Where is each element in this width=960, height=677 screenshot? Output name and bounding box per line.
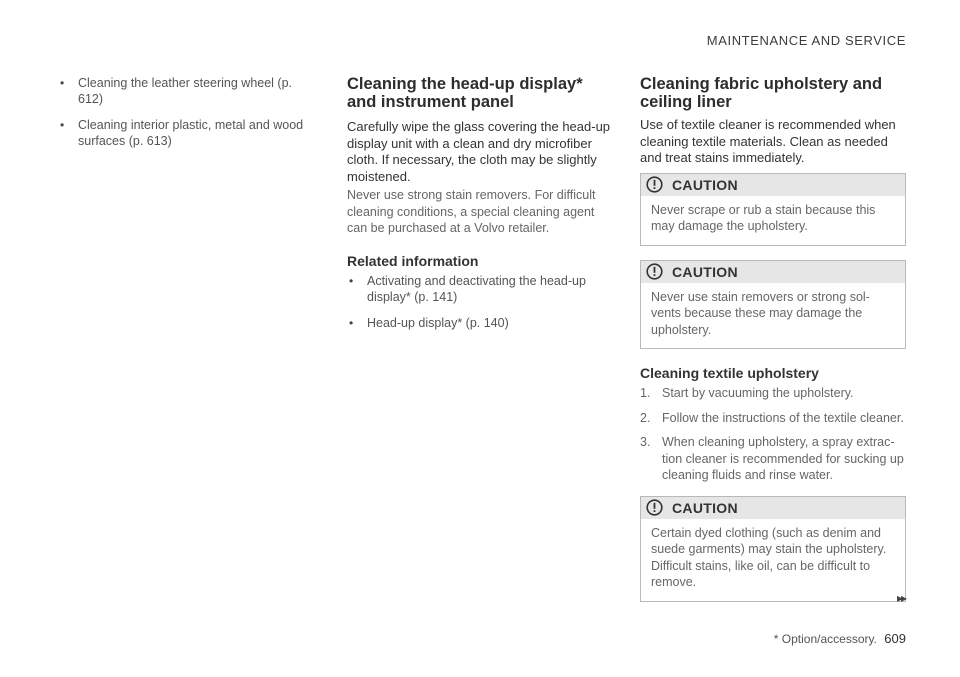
step-text: Start by vacuuming the upholstery. bbox=[662, 386, 854, 400]
page-header: MAINTENANCE AND SERVICE bbox=[706, 33, 906, 48]
caution-header bbox=[641, 261, 905, 283]
step-number: 3. bbox=[640, 435, 651, 449]
related-list bbox=[347, 273, 615, 331]
caution-header bbox=[641, 497, 905, 519]
caution-header bbox=[641, 174, 905, 196]
page-number: 609 bbox=[884, 631, 906, 646]
footnote: * Option/accessory. bbox=[773, 632, 877, 646]
page-footer bbox=[774, 631, 906, 646]
body-paragraph: Never use strong stain removers. For difficult cleaning conditions, a special cleaning agent can be purchased at a Volvo retailer. bbox=[347, 188, 596, 235]
caution-label: CAUTION bbox=[672, 263, 738, 280]
step-item bbox=[640, 434, 906, 484]
related-link[interactable] bbox=[347, 273, 615, 305]
list-item[interactable] bbox=[58, 75, 313, 107]
column-middle bbox=[347, 75, 615, 341]
related-link[interactable] bbox=[347, 315, 615, 331]
lead-paragraph: Carefully wipe the glass covering the head-up display unit with a clean and dry microfiber cloth. If necessary, the cloth may be slightly moistened. bbox=[347, 119, 611, 184]
link-list bbox=[58, 75, 313, 149]
step-number: 1. bbox=[640, 386, 651, 400]
related-link-label: Activating and deactivating the head-up display* (p. 141) bbox=[367, 273, 586, 304]
caution-text: Certain dyed clothing (such as denim and suede garments) may stain the upholstery. Difficult stains, like oil, can be difficult to remove. bbox=[651, 525, 887, 589]
caution-box bbox=[640, 173, 906, 246]
section-heading-upholstery: Cleaning fabric upholstery and ceiling liner bbox=[640, 75, 883, 111]
related-link-label: Head-up display* (p. 140) bbox=[367, 315, 509, 330]
list-item[interactable] bbox=[58, 117, 313, 149]
step-item bbox=[640, 410, 906, 427]
bullet-icon: • bbox=[349, 315, 354, 330]
exclamation-circle-icon bbox=[646, 263, 663, 280]
step-text: Follow the instructions of the textile cleaner. bbox=[662, 410, 904, 425]
section-heading-hud: Cleaning the head-up display* and instrument panel bbox=[347, 75, 583, 111]
exclamation-circle-icon bbox=[646, 499, 663, 516]
caution-box bbox=[640, 496, 906, 602]
list-item-label: Cleaning the leather steering wheel (p. 612) bbox=[78, 76, 293, 106]
bullet-icon: • bbox=[349, 273, 354, 288]
step-text: When cleaning upholstery, a spray extrac-tion cleaner is recommended for sucking up cleaning fluids and rinse water. bbox=[662, 435, 904, 482]
caution-text: Never scrape or rub a stain because this may damage the upholstery. bbox=[651, 202, 876, 233]
related-information-heading: Related information bbox=[347, 252, 479, 269]
step-list bbox=[640, 385, 906, 484]
lead-paragraph: Use of textile cleaner is recommended when cleaning textile materials. Clean as needed and treat stains immediately. bbox=[640, 117, 896, 165]
caution-label: CAUTION bbox=[672, 176, 738, 193]
column-left bbox=[58, 75, 313, 159]
step-number: 2. bbox=[640, 410, 651, 425]
list-item-label: Cleaning interior plastic, metal and wood surfaces (p. 613) bbox=[78, 118, 304, 148]
exclamation-circle-icon bbox=[646, 176, 663, 193]
caution-text: Never use stain removers or strong sol-vents because these may damage the upholstery. bbox=[651, 289, 870, 337]
step-item bbox=[640, 385, 906, 402]
bullet-icon: • bbox=[60, 118, 65, 132]
caution-label: CAUTION bbox=[672, 499, 738, 516]
bullet-icon: • bbox=[60, 76, 65, 90]
next-page-arrow-icon[interactable]: ▸▸ bbox=[896, 591, 905, 605]
sub-heading-textile: Cleaning textile upholstery bbox=[640, 365, 819, 381]
column-right bbox=[640, 75, 906, 602]
caution-box bbox=[640, 260, 906, 350]
